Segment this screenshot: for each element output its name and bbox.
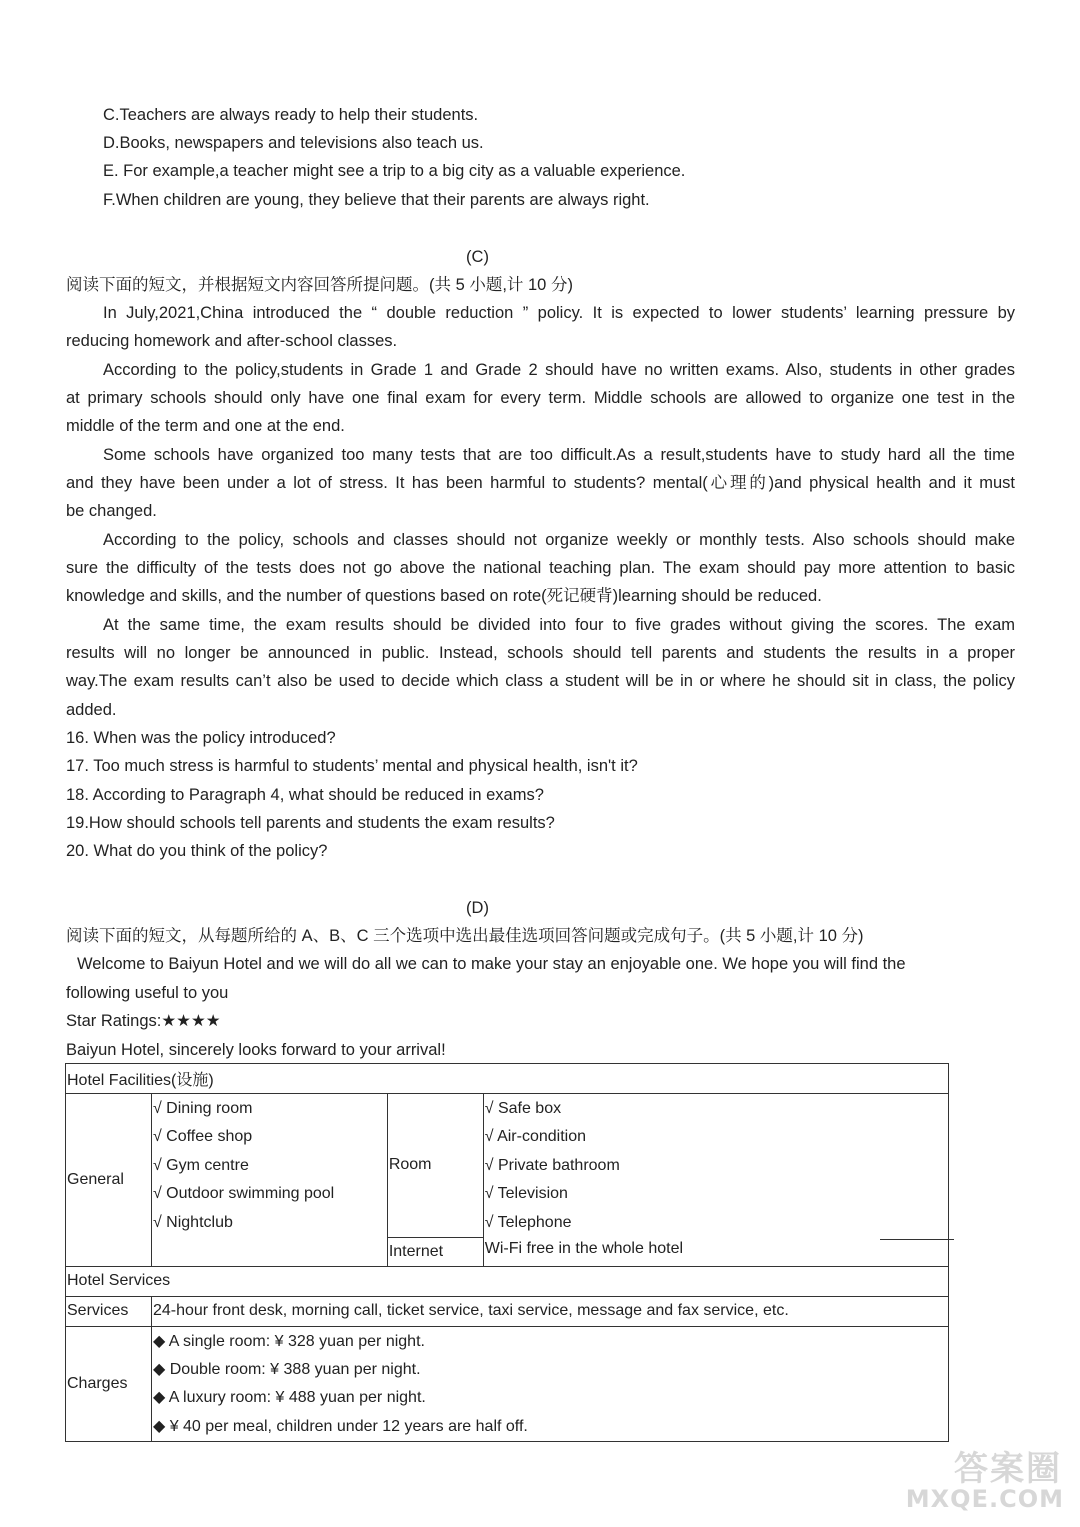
passage-line: sure the difficulty of the tests does not go above the national teaching plan. The exam should pay more attention to basic bbox=[66, 559, 1015, 577]
option-d: D.Books, newspapers and televisions also teach us. bbox=[103, 134, 484, 152]
passage-line: According to the policy,students in Grade 1 and Grade 2 should have no written exams. Also, students in other grades bbox=[103, 361, 1015, 379]
hotel-info-table bbox=[65, 1063, 949, 1442]
general-item: √ Dining room bbox=[152, 1100, 253, 1117]
facilities-title: Hotel Facilities(设施) bbox=[66, 1064, 949, 1094]
general-item: √ Outdoor swimming pool bbox=[152, 1185, 335, 1203]
question-16: 16. When was the policy introduced? bbox=[66, 729, 336, 747]
section-c-label: (C) bbox=[466, 248, 489, 266]
star-ratings: Star Ratings:★★★★ bbox=[66, 1012, 221, 1030]
section-c-instruction: 阅读下面的短文，并根据短文内容回答所提问题。(共 5 小题,计 10 分) bbox=[66, 276, 573, 294]
general-item: √ Nightclub bbox=[152, 1213, 233, 1231]
passage-line: be changed. bbox=[66, 502, 157, 520]
welcome-text: Welcome to Baiyun Hotel and we will do all we can to make your stay an enjoyable one. We hope you will find the bbox=[77, 955, 906, 973]
question-20: 20. What do you think of the policy? bbox=[66, 842, 328, 860]
room-item: √ Safe box bbox=[484, 1100, 562, 1117]
passage-line: and they have been under a lot of stress. It has been harmful to students? mental(心理的)and physical health and it must bbox=[66, 474, 1015, 492]
charges-list bbox=[151, 1326, 948, 1442]
watermark-bottom: MXQE.COM bbox=[905, 1485, 1064, 1513]
charge-item: ◆ A single room: ¥ 328 yuan per night. bbox=[152, 1332, 425, 1350]
internet-label: Internet bbox=[387, 1237, 483, 1266]
passage-line: In July,2021,China introduced the “ double reduction ” policy. It is expected to lower students’ learning pressure by bbox=[103, 304, 1015, 322]
room-item: √ Television bbox=[484, 1185, 568, 1203]
services-value: 24-hour front desk, morning call, ticket service, taxi service, message and fax service, etc. bbox=[151, 1296, 948, 1326]
arrival-text: Baiyun Hotel, sincerely looks forward to your arrival! bbox=[66, 1041, 446, 1059]
passage-line: Some schools have organized too many tests that are too difficult.As a result,students have to study hard all the time bbox=[103, 446, 1015, 464]
room-list bbox=[483, 1094, 948, 1238]
internet-value: Wi-Fi free in the whole hotel bbox=[483, 1237, 948, 1266]
services-title: Hotel Services bbox=[66, 1266, 949, 1296]
watermark-logo bbox=[888, 1441, 1068, 1521]
passage-line: middle of the term and one at the end. bbox=[66, 417, 345, 435]
section-d-instruction: 阅读下面的短文，从每题所给的 A、B、C 三个选项中选出最佳选项回答问题或完成句子。(共 5 小题,计 10 分) bbox=[66, 927, 864, 945]
room-label: Room bbox=[387, 1094, 483, 1238]
passage-line: at primary schools should only have one final exam for every term. Middle schools are allowed to organize one test in the bbox=[66, 389, 1015, 407]
welcome-text: following useful to you bbox=[66, 984, 229, 1002]
passage-line: way.The exam results can’t also be used to decide which class a student will be in or where he should sit in class, the policy bbox=[66, 672, 1015, 690]
general-item: √ Gym centre bbox=[152, 1156, 249, 1174]
charge-item: ◆ Double room: ¥ 388 yuan per night. bbox=[152, 1360, 421, 1378]
passage-line: knowledge and skills, and the number of questions based on rote(死记硬背)learning should be reduced. bbox=[66, 587, 822, 605]
general-item: √ Coffee shop bbox=[152, 1128, 253, 1146]
room-item: √ Air-condition bbox=[484, 1128, 586, 1146]
option-f: F.When children are young, they believe that their parents are always right. bbox=[103, 191, 650, 209]
question-17: 17. Too much stress is harmful to students’ mental and physical health, isn't it? bbox=[66, 757, 638, 775]
option-c: C.Teachers are always ready to help their students. bbox=[103, 106, 479, 124]
passage-line: reducing homework and after-school classes. bbox=[66, 332, 398, 350]
passage-line: At the same time, the exam results should be divided into four to five grades without giving the scores. The exam bbox=[103, 616, 1015, 634]
watermark-top: 答案圈 bbox=[954, 1449, 1062, 1489]
option-e: E. For example,a teacher might see a trip to a big city as a valuable experience. bbox=[103, 162, 686, 180]
room-item: √ Telephone bbox=[484, 1213, 572, 1231]
passage-line: According to the policy, schools and classes should not organize weekly or monthly tests. Also schools should make bbox=[103, 531, 1015, 549]
general-label: General bbox=[66, 1094, 152, 1267]
question-19: 19.How should schools tell parents and students the exam results? bbox=[66, 814, 555, 832]
charge-item: ◆ ¥ 40 per meal, children under 12 years are half off. bbox=[152, 1417, 528, 1435]
general-list bbox=[151, 1094, 387, 1267]
charge-item: ◆ A luxury room: ¥ 488 yuan per night. bbox=[152, 1389, 426, 1407]
passage-line: added. bbox=[66, 701, 117, 719]
room-item: √ Private bathroom bbox=[484, 1156, 620, 1174]
services-label: Services bbox=[66, 1296, 152, 1326]
question-18: 18. According to Paragraph 4, what should be reduced in exams? bbox=[66, 786, 544, 804]
table-overhang-line bbox=[880, 1239, 954, 1240]
section-d-label: (D) bbox=[466, 899, 489, 917]
passage-line: results will no longer be announced in public. Instead, schools should tell parents and students the results in a proper bbox=[66, 644, 1015, 662]
charges-label: Charges bbox=[66, 1326, 152, 1442]
